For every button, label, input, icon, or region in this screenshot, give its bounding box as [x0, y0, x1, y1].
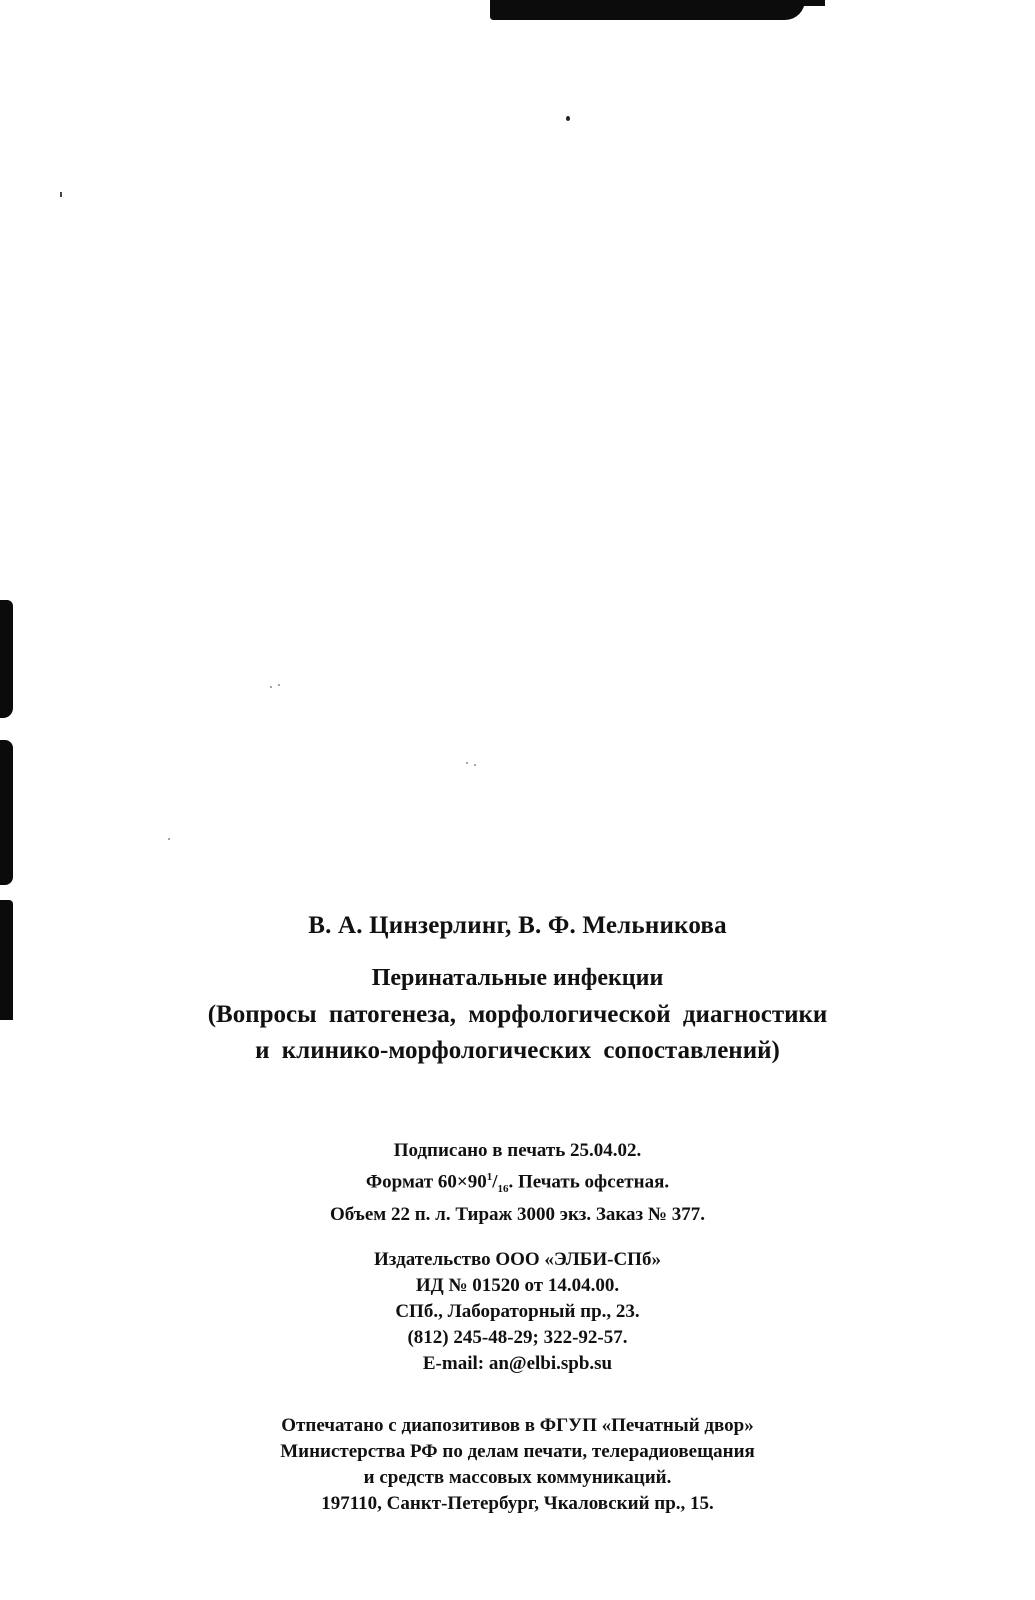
- binding-edge-shadow: [0, 740, 13, 885]
- scan-speck: [466, 762, 468, 764]
- print-info: [0, 1138, 1035, 1228]
- scan-speck: [474, 764, 476, 766]
- publisher-name: Издательство ООО «ЭЛБИ-СПб»: [374, 1249, 661, 1270]
- subtitle-line: и клинико-морфологических сопоставлений): [255, 1037, 780, 1064]
- scan-edge-mark: [490, 0, 805, 20]
- scan-dot: [566, 116, 570, 121]
- volume-line: Объем 22 п. л. Тираж 3000 экз. Заказ № 377.: [329, 1204, 706, 1226]
- format-denominator: 16: [497, 1183, 509, 1196]
- printer-info: [0, 1413, 1035, 1517]
- subtitle-line: (Вопросы патогенеза, морфологической диагностики: [207, 1001, 828, 1028]
- book-title: Перинатальные инфекции: [371, 965, 664, 991]
- scan-speck: [278, 684, 280, 686]
- publisher-address: СПб., Лабораторный пр., 23.: [395, 1301, 640, 1322]
- scan-speck: [270, 686, 272, 688]
- signed-date: Подписано в печать 25.04.02.: [393, 1140, 642, 1161]
- scan-edge-mark-small: [795, 0, 825, 6]
- format-line: [0, 1164, 1035, 1202]
- format-numerator: 1: [486, 1171, 493, 1183]
- printer-line: и средств массовых коммуникаций.: [363, 1467, 672, 1488]
- format-suffix: . Печать офсетная.: [508, 1171, 670, 1193]
- format-prefix: Формат 60×90: [365, 1171, 487, 1193]
- authors: В. А. Цинзерлинг, В. Ф. Мельникова: [308, 912, 727, 939]
- scan-speck: [168, 838, 170, 840]
- publisher-license: ИД № 01520 от 14.04.00.: [415, 1275, 620, 1296]
- publisher-info: [0, 1247, 1035, 1377]
- printer-address: 197110, Санкт-Петербург, Чкаловский пр., 15.: [321, 1493, 714, 1514]
- publisher-email: E-mail: an@elbi.spb.su: [422, 1353, 613, 1374]
- printer-line: Отпечатано с диапозитивов в ФГУП «Печатный двор»: [281, 1415, 754, 1436]
- scan-dot: [60, 192, 62, 197]
- format-slash: /: [492, 1171, 498, 1193]
- book-subtitle: [0, 997, 1035, 1069]
- printer-line: Министерства РФ по делам печати, телерадиовещания: [280, 1441, 755, 1462]
- binding-edge-shadow: [0, 600, 13, 718]
- publisher-phone: (812) 245-48-29; 322-92-57.: [407, 1327, 628, 1348]
